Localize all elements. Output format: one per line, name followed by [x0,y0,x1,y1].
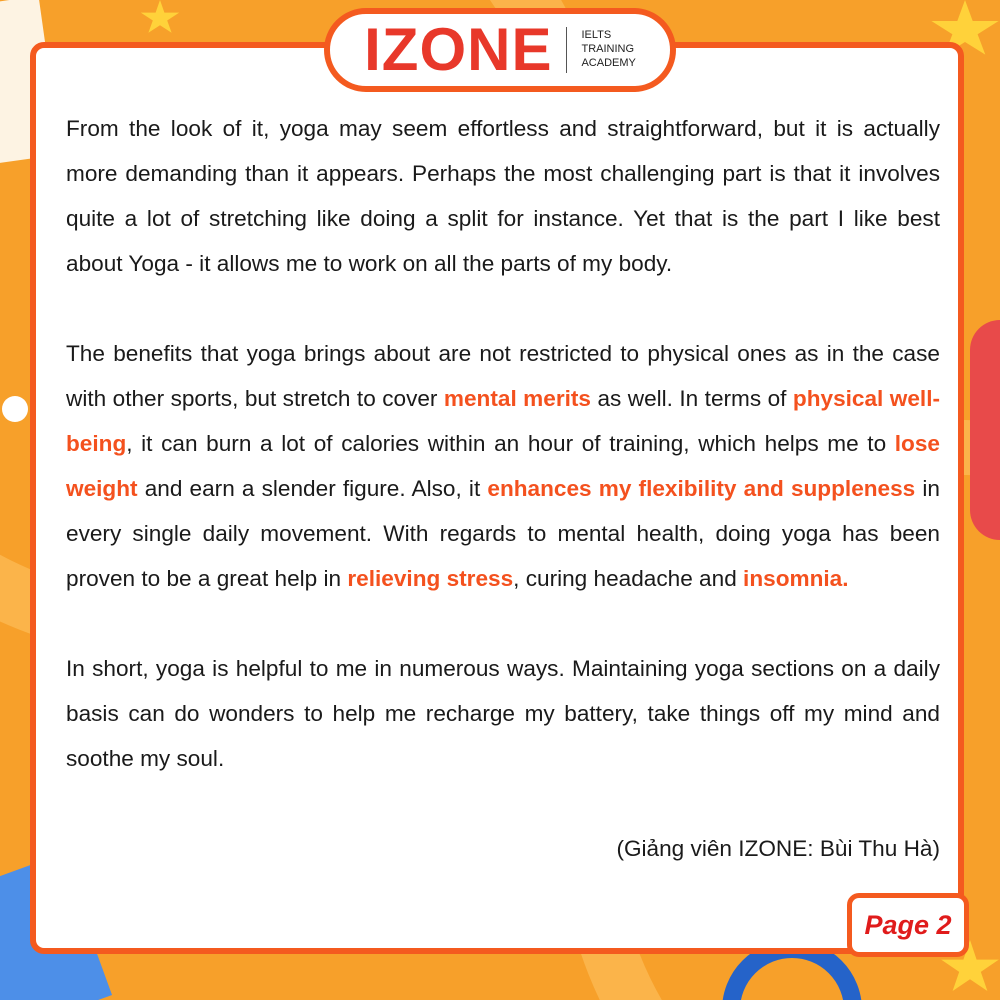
logo-wordmark: IZONE [364,16,553,83]
text-segment: The benefits that yoga brings about are not restricted to physical ones as in the case with other sports, but stretch to cover [66,341,940,411]
text-segment: as well. In terms of [591,386,793,411]
circle-decoration [2,396,28,422]
text-segment: and earn a slender figure. Also, it [137,476,488,501]
text-segment: , curing headache and [513,566,744,591]
circle-decoration [970,320,1000,540]
text-segment: in every single daily movement. With regards to mental health, doing yoga has been proven to be a great help in [66,476,940,591]
author-credit: (Giảng viên IZONE: Bùi Thu Hà) [616,836,940,861]
paragraph-2 [66,331,940,601]
logo-tagline-line: TRAINING [581,43,635,56]
brand-logo [324,8,676,92]
logo-divider [566,27,567,73]
highlight-phrase: enhances my flexibility and suppleness [487,476,916,501]
page-label: Page 2 [864,909,952,940]
highlight-phrase: physical well-being [66,386,940,456]
paragraph-3: In short, yoga is helpful to me in numerous ways. Maintaining yoga sections on a daily basis can do wonders to help me recharge my battery, take things off my mind and soothe my soul. [66,656,940,771]
logo-tagline [581,29,635,70]
highlight-phrase: relieving stress [347,566,514,591]
logo-tagline-line: ACADEMY [581,56,636,69]
logo-tagline-line: IELTS [581,29,612,42]
highlight-phrase: mental merits [443,386,591,411]
article-body [66,106,940,781]
highlight-phrase: lose weight [66,431,940,501]
paragraph-1: From the look of it, yoga may seem effortless and straightforward, but it is actually more demanding than it appears. Perhaps the most challenging part is that it involves quite a lot of stretching like doing a split for instance. Yet that is the part I like best about Yoga - it allows me to work on all the parts of my body. [66,116,940,276]
highlight-phrase: insomnia. [743,566,849,591]
page-number-badge [847,893,969,957]
text-segment: , it can burn a lot of calories within an hour of training, which helps me to [126,431,895,456]
